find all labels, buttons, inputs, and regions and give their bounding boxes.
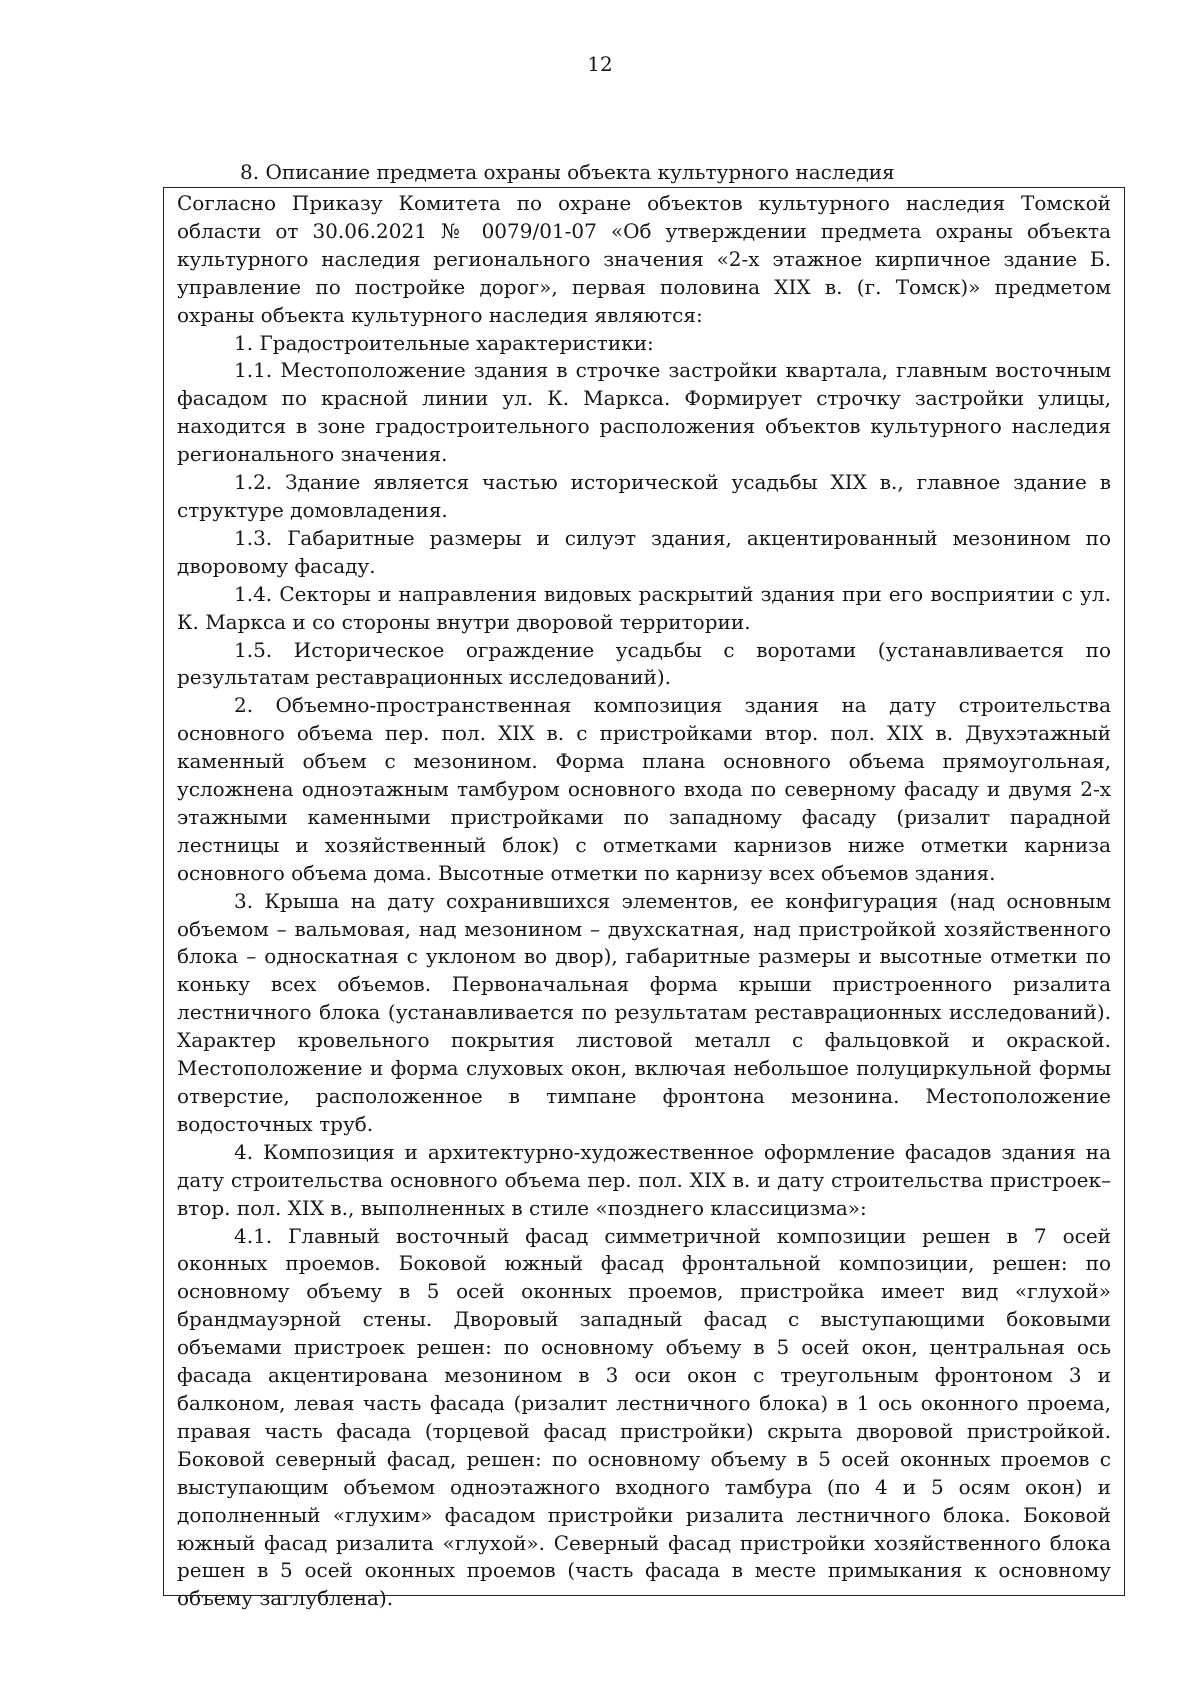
paragraph-4: 4. Композиция и архитектурно-художественное оформление фасадов здания на дату строительства основного объема пер. пол. XIX в. и дату строительства пристроек– втор. пол. XIX в., выполненных в стиле «позднего классицизма»: [177, 1139, 1111, 1220]
paragraph-1-2: 1.2. Здание является частью исторической усадьбы XIX в., главное здание в структуре домовладения. [177, 470, 1111, 522]
paragraph-1-3: 1.3. Габаритные размеры и силуэт здания, акцентированный мезонином по дворовому фасаду. [177, 525, 1111, 578]
paragraph-4-1: 4.1. Главный восточный фасад симметричной композиции решен в 7 осей оконных проемов. Боковой южный фасад фронтальной композиции, решен: по основному объему в 5 осей оконных проемов, пристройка имеет вид «глухой» брандмауэрной стены. Дворовый западный фасад с выступающими боковыми объемами пристроек решен: по основному объему в 5 осей окон, центральная ось фасада акцентирована мезонином в 3 оси окон с треугольным фронтоном 3 и балконом, левая часть фасада (ризалит лестничного блока) в 1 ось оконного проема, правая часть фасада (торцевой фасад пристройки) скрыта дворовой пристройкой. Боковой северный фасад, решен: по основному объему в 5 осей оконных проемов с выступающим объемом одноэтажного входного тамбура (по 4 и 5 осям окон) и дополненный «глухим» фасадом пристройки ризалита лестничного блока. Боковой южный фасад ризалита «глухой». Северный фасад пристройки хозяйственного блока решен в 5 осей оконных проемов (часть фасада в месте примыкания к основному объему заглублена). [177, 1223, 1111, 1611]
intro-paragraph: Согласно Приказу Комитета по охране объектов культурного наследия Томской области от 30.06.2021 № 0079/01-07 «Об утверждении предмета охраны объекта культурного наследия регионального значения «2-х этажное кирпичное здание Б. управление по постройке дорог», первая половина XIX в. (г. Томск)» предметом охраны объекта культурного наследия являются: [177, 191, 1111, 327]
paragraph-1-1: 1.1. Местоположение здания в строчке застройки квартала, главным восточным фасадом по красной линии ул. К. Маркса. Формирует строчку застройки улицы, находится в зоне градостроительного расположения объектов культурного наследия регионального значения. [177, 358, 1111, 467]
protection-subject-box [163, 187, 1125, 1611]
paragraph-2: 2. Объемно-пространственная композиция здания на дату строительства основного объема пер. пол. XIX в. с пристройками втор. пол. XIX в. Двухэтажный каменный объем с мезонином. Форма плана основного объема прямоугольная, усложнена одноэтажным тамбуром основного входа по северному фасаду и двумя 2-х этажными каменными пристройками по западному фасаду (ризалит парадной лестницы и хозяйственный блок) с отметками карнизов ниже отметки карниза основного объема дома. Высотные отметки по карнизу всех объемов здания. [177, 693, 1111, 885]
paragraph-1-5: 1.5. Историческое ограждение усадьбы с воротами (устанавливается по результатам реставрационных исследований). [177, 637, 1111, 690]
section-heading: 8. Описание предмета охраны объекта культурного наследия [240, 160, 895, 184]
page-number: 12 [587, 52, 613, 76]
paragraph-1: 1. Градостроительные характеристики: [234, 330, 654, 355]
paragraph-3: 3. Крыша на дату сохранившихся элементов, ее конфигурация (над основным объемом – вальмовая, над мезонином – двухскатная, над пристройкой хозяйственного блока – односкатная с уклоном во двор), габаритные размеры и высотные отметки по коньку всех объемов. Первоначальная форма крыши пристроенного ризалита лестничного блока (устанавливается по результатам реставрационных исследований). Характер кровельного покрытия листовой металл с фальцовкой и окраской. Местоположение и форма слуховых окон, включая небольшое полуциркульной формы отверстие, расположенное в тимпане фронтона мезонина. Местоположение водосточных труб. [177, 888, 1111, 1136]
paragraph-1-4: 1.4. Секторы и направления видовых раскрытий здания при его восприятии с ул. К. Маркса и со стороны внутри дворовой территории. [177, 581, 1111, 634]
